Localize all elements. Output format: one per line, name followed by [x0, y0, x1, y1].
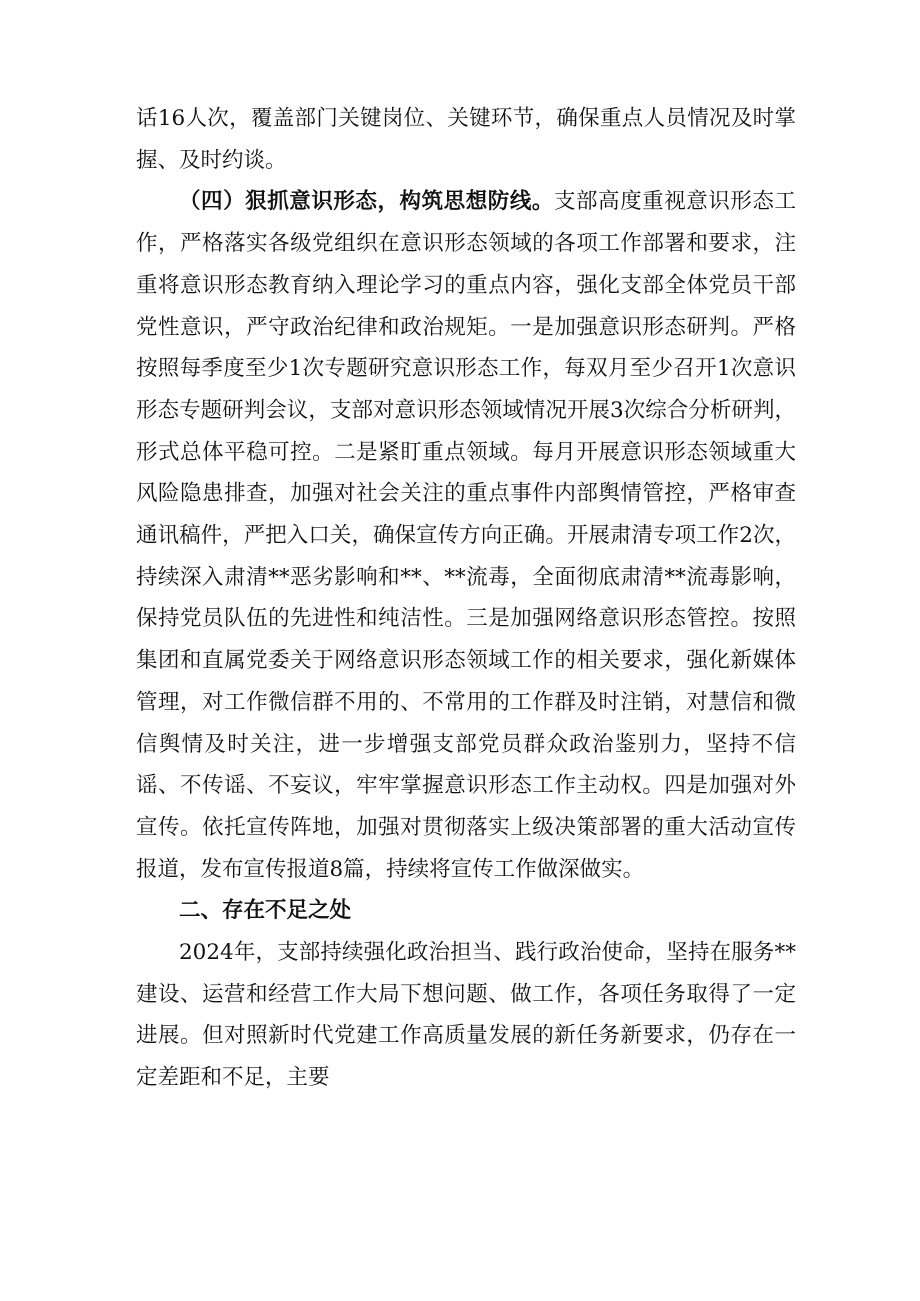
section-four-body: 支部高度重视意识形态工作，严格落实各级党组织在意识形态领域的各项工作部署和要求，注重将意识形态教育纳入理论学习的重点内容，强化支部全体党员干部党性意识，严守政治纪律和政治规矩。一是加强意识形态研判。严格按照每季度至少1次专题研究意识形态工作，每双月至少召开1次意识形态专题研判会议，支部对意识形态领域情况开展3次综合分析研判，形式总体平稳可控。二是紧盯重点领域。每月开展意识形态领域重大风险隐患排查，加强对社会关注的重点事件内部舆情管控，严格审查通讯稿件，严把入口关，确保宣传方向正确。开展肃清专项工作2次，持续深入肃清**恶劣影响和**、**流毒，全面彻底肃清**流毒影响，保持党员队伍的先进性和纯洁性。三是加强网络意识形态管控。按照集团和直属党委关于网络意识形态领域工作的相关要求，强化新媒体管理，对工作微信群不用的、不常用的工作群及时注销，对慧信和微信舆情及时关注，进一步增强支部党员群众政治鉴别力，坚持不信谣、不传谣、不妄议，牢牢掌握意识形态工作主动权。四是加强对外宣传。依托宣传阵地，加强对贯彻落实上级决策部署的重大活动宣传报道，发布宣传报道8篇，持续将宣传工作做深做实。 — [136, 189, 796, 882]
closing-paragraph: 2024年，支部持续强化政治担当、践行政治使命，坚持在服务**建设、运营和经营工作大局下想问题、做工作，各项任务取得了一定进展。但对照新时代党建工作高质量发展的新任务新要求，仍存在一定差距和不足，主要 — [136, 940, 796, 1091]
section-heading: 二、存在不足之处 — [179, 898, 352, 924]
section-four-lead: （四）狠抓意识形态，构筑思想防线。 — [179, 189, 554, 215]
section-four-paragraph — [136, 181, 796, 890]
continuation-paragraph: 话16人次，覆盖部门关键岗位、关键环节，确保重点人员情况及时掌握、及时约谈。 — [136, 106, 796, 173]
document-body — [136, 98, 796, 1099]
